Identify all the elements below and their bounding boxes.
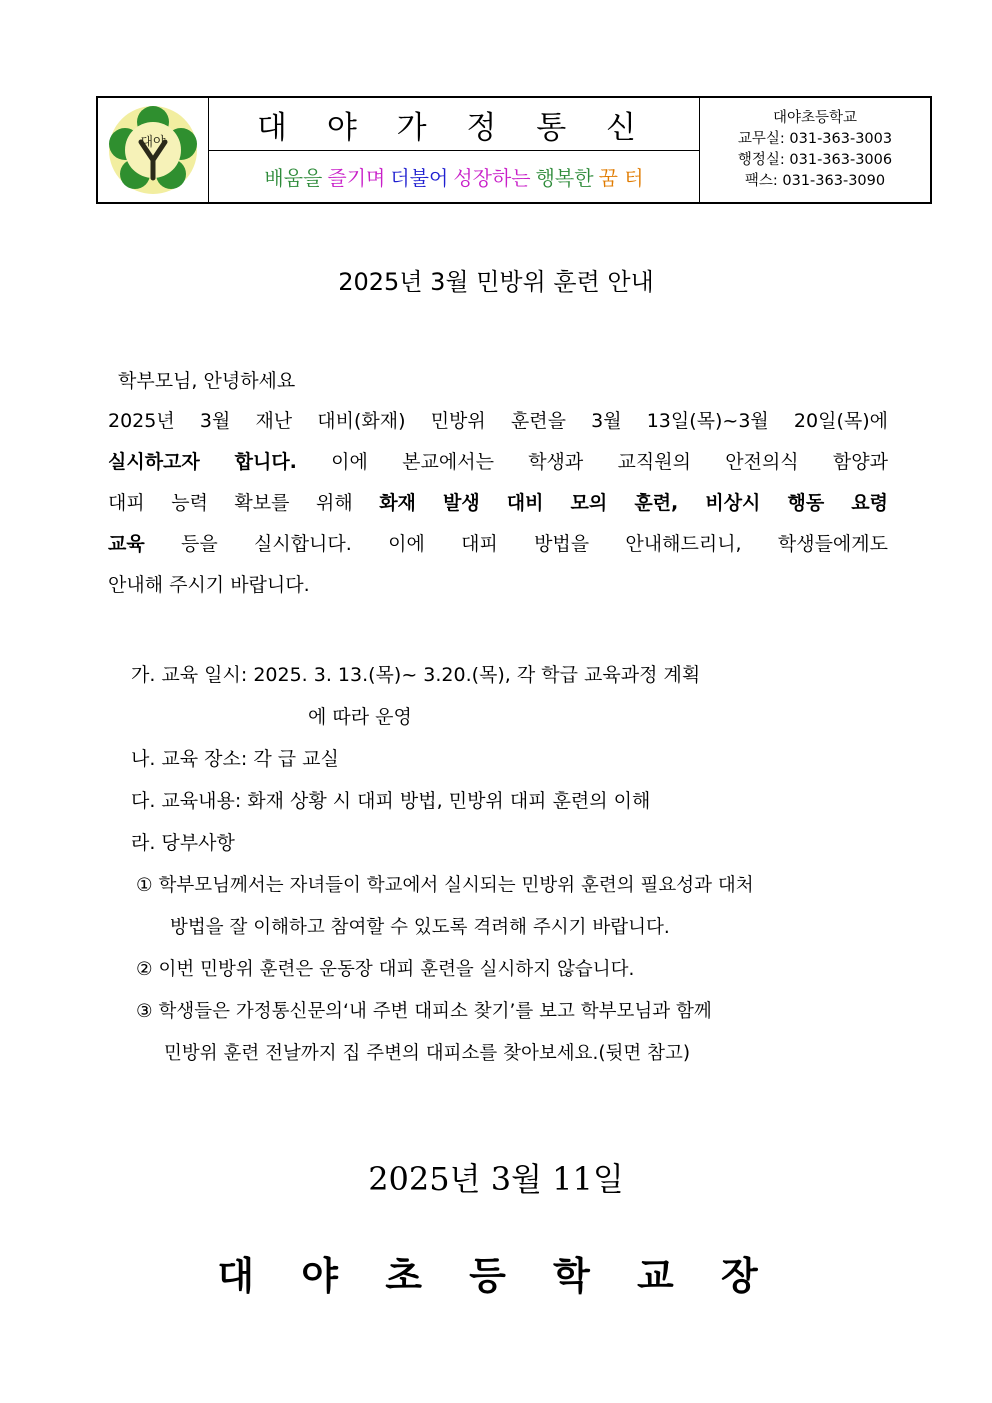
motto-part: 성장하는: [453, 166, 531, 190]
info-items: [131, 654, 897, 864]
text: 등을 실시합니다. 이에 대피 방법을 안내해드리니, 학생들에게도: [144, 533, 888, 555]
text: 대피 능력 확보를 위해: [108, 492, 380, 514]
item-schedule-cont: 에 따라 운영: [308, 706, 412, 728]
note-1-cont: 방법을 잘 이해하고 참여할 수 있도록 격려해 주시기 바랍니다.: [170, 917, 670, 938]
bold-text: 화재 발생 대비 모의 훈련, 비상시 행동 요령: [379, 492, 888, 514]
fax-number: 팩스: 031-363-3090: [744, 173, 886, 189]
phone-admin: 행정실: 031-363-3006: [737, 152, 893, 168]
note-3: ③ 학생들은 가정통신문의‘내 주변 대피소 찾기’를 보고 학부모님과 함께: [136, 1001, 712, 1022]
intro-paragraph: [108, 401, 888, 606]
paragraph-line: [108, 483, 888, 524]
principal-signature: 대 야 초 등 학 교 장: [217, 1254, 775, 1298]
text: 이에 본교에서는 학생과 교직원의 안전의식 함양과: [296, 451, 888, 473]
school-logo: [105, 102, 201, 198]
paragraph-line: [108, 524, 888, 565]
note-1: ① 학부모님께서는 자녀들이 학교에서 실시되는 민방위 훈련의 필요성과 대처: [136, 875, 754, 896]
motto-part: 행복한: [535, 166, 594, 190]
school-name: 대야초등학교: [772, 110, 858, 126]
motto-part: 더불어: [390, 166, 449, 190]
item-schedule: 가. 교육 일시: 2025. 3. 13.(목)~ 3.20.(목), 각 학급 교육과정 계획: [131, 664, 701, 686]
paragraph-line: [108, 442, 888, 483]
item-location: 나. 교육 장소: 각 급 교실: [131, 748, 339, 770]
document-title: 2025년 3월 민방위 훈련 안내: [338, 268, 654, 296]
paragraph-line: 안내해 주시기 바랍니다.: [108, 574, 310, 596]
newsletter-title: 대 야 가 정 통 신: [209, 98, 699, 151]
bold-text: 교육: [108, 533, 145, 555]
header-center: [209, 98, 700, 202]
school-motto: [209, 151, 699, 202]
motto-part: 꿈 터: [598, 166, 644, 190]
motto-part: 즐기며: [327, 166, 386, 190]
contact-info: [700, 98, 930, 202]
bold-text: 실시하고자 합니다.: [108, 451, 297, 473]
phone-office: 교무실: 031-363-3003: [737, 131, 893, 147]
note-3-cont: 민방위 훈련 전날까지 집 주변의 대피소를 찾아보세요.(뒷면 참고): [164, 1043, 691, 1064]
logo-text: 대야: [140, 135, 166, 150]
note-2: ② 이번 민방위 훈련은 운동장 대피 훈련을 실시하지 않습니다.: [136, 959, 635, 980]
motto-part: 배움을: [264, 166, 323, 190]
school-logo-cell: [98, 98, 209, 202]
greeting: 학부모님, 안녕하세요: [118, 370, 296, 392]
paragraph-line: 2025년 3월 재난 대비(화재) 민방위 훈련을 3월 13일(목)~3월 20일(목)에: [108, 410, 888, 432]
notes-list: [136, 865, 896, 1075]
issue-date: 2025년 3월 11일: [368, 1160, 624, 1198]
newsletter-header: [96, 96, 932, 204]
item-content: 다. 교육내용: 화재 상황 시 대피 방법, 민방위 대피 훈련의 이해: [131, 790, 651, 812]
item-notes-heading: 라. 당부사항: [131, 832, 235, 854]
